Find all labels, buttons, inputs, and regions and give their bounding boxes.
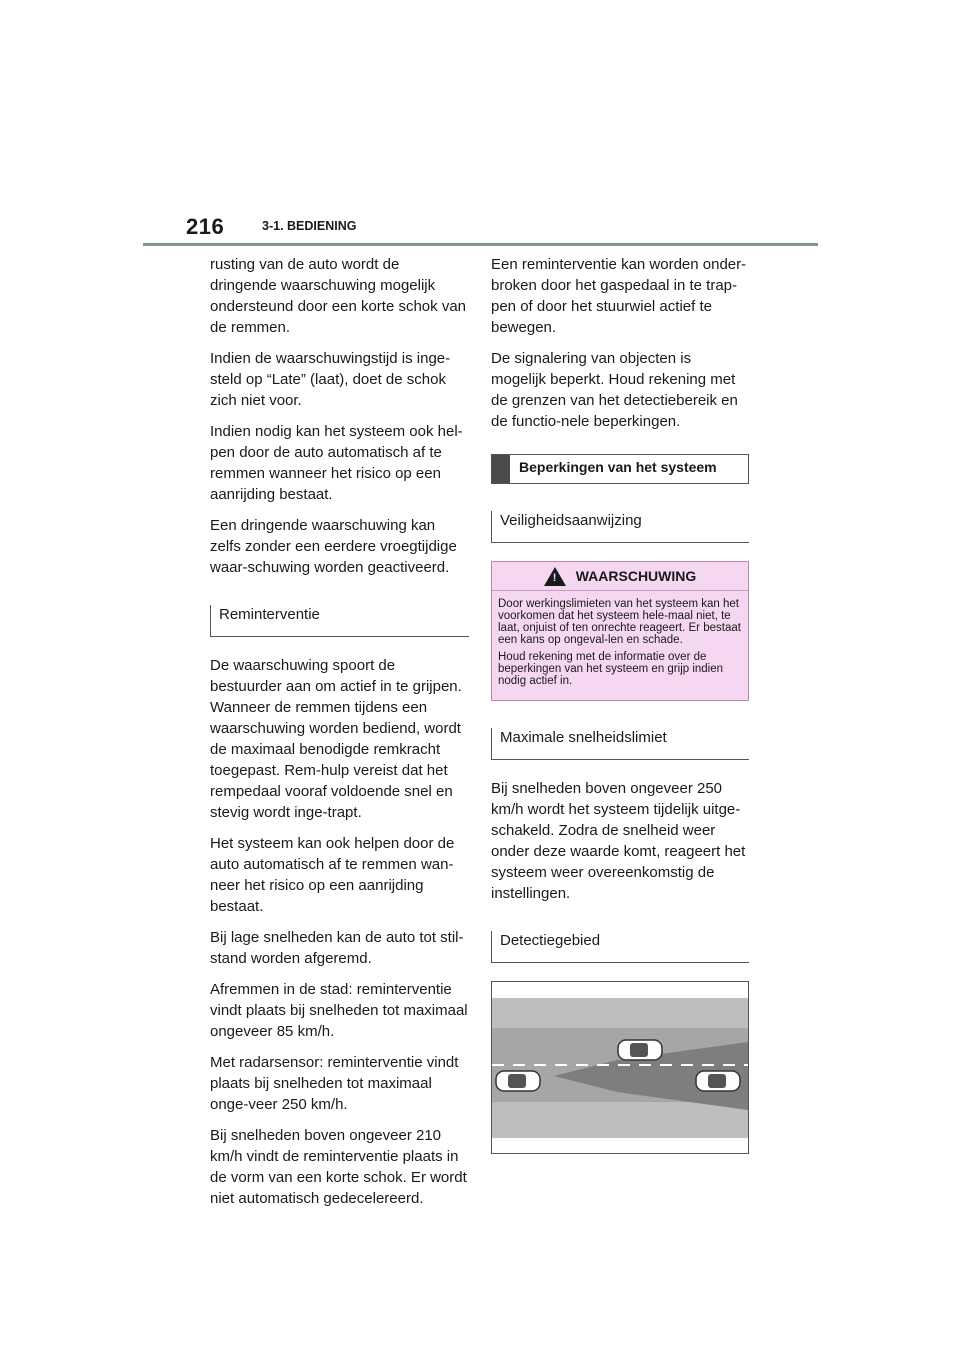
paragraph: Indien nodig kan het systeem ook hel-pen door de auto automatisch af te remmen wanneer het risico op een aanrijding bestaat. — [210, 423, 463, 503]
subheading-detectiegebied: Detectiegebied — [491, 931, 749, 963]
paragraph: Afremmen in de stad: reminterventie vindt plaats bij snelheden tot maximaal ongeveer 85 km/h. — [210, 981, 468, 1040]
warning-header — [492, 562, 748, 591]
warning-text: Door werkingslimieten van het systeem kan het voorkomen dat het systeem hele-maal niet, te laat, onjuist of ten onrechte reageert. Er bestaat een kans op ongeval-len en schade. — [498, 598, 741, 646]
warning-text: Houd rekening met de informatie over de beperkingen van het systeem en grijp indien nodig actief in. — [498, 651, 724, 687]
warning-triangle-icon: ! — [544, 567, 566, 586]
detection-area-illustration — [492, 982, 748, 1153]
road-shoulder-bottom — [492, 1102, 748, 1138]
paragraph: Bij lage snelheden kan de auto tot stil-stand worden afgeremd. — [210, 929, 464, 967]
paragraph: Het systeem kan ook helpen door de auto automatisch af te remmen wan-neer het risico op een aanrijding bestaat. — [210, 835, 455, 915]
left-column — [210, 254, 468, 1219]
page-number: 216 — [186, 214, 225, 239]
section-box-heading — [491, 454, 749, 484]
paragraph: rusting van de auto wordt de dringende waarschuwing mogelijk ondersteund door een korte schok van de remmen. — [210, 256, 467, 336]
paragraph: De signalering van objecten is mogelijk beperkt. Houd rekening met de grenzen van het detectiebereik en de functio-nele beperkingen. — [491, 350, 738, 430]
paragraph: Bij snelheden boven ongeveer 250 km/h wordt het systeem tijdelijk uitge-schakeld. Zodra de snelheid weer onder deze waarde komt, reageert het systeem weer overeenkomstig de instellingen. — [491, 780, 746, 902]
paragraph: Met radarsensor: reminterventie vindt plaats bij snelheden tot maximaal onge-veer 250 km/h. — [210, 1054, 459, 1113]
paragraph: Indien de waarschuwingstijd is inge-steld op “Late” (laat), doet de schok zich niet voor. — [210, 350, 451, 409]
paragraph: De waarschuwing spoort de bestuurder aan om actief in te grijpen. Wanneer de remmen tijdens een waarschuwing worden bediend, wordt de maximaal benodigde remkracht toegepast. Rem-hulp vereist dat het rempedaal vooraf voldoende snel en stevig wordt inge-trapt. — [210, 657, 462, 821]
section-header: 3-1. BEDIENING — [262, 219, 357, 233]
paragraph: Een dringende waarschuwing kan zelfs zonder een eerdere vroegtijdige waar-schuwing worden geactiveerd. — [210, 517, 457, 576]
subheading-reminterventie: Reminterventie — [210, 605, 469, 637]
paragraph: Bij snelheden boven ongeveer 210 km/h vindt de reminterventie plaats in de vorm van een korte schok. Er wordt niet automatisch gedecelereerd. — [210, 1127, 467, 1207]
header-rule — [143, 243, 818, 246]
warning-box — [491, 561, 749, 701]
road-shoulder-top — [492, 998, 748, 1028]
car-icon — [696, 1071, 740, 1091]
subheading-maximale-snelheidslimiet: Maximale snelheidslimiet — [491, 728, 749, 760]
section-box-heading-label: Beperkingen van het systeem — [519, 459, 717, 475]
car-icon — [618, 1040, 662, 1060]
heading-marker — [492, 455, 510, 483]
warning-title: WAARSCHUWING — [575, 567, 697, 584]
right-column — [491, 254, 749, 1154]
car-icon — [496, 1071, 540, 1091]
paragraph: Een reminterventie kan worden onder-broken door het gaspedaal in te trap-pen of door het stuurwiel actief te bewegen. — [491, 256, 747, 336]
subheading-veiligheidsaanwijzing: Veiligheidsaanwijzing — [491, 511, 749, 543]
detection-area-figure — [491, 981, 749, 1154]
